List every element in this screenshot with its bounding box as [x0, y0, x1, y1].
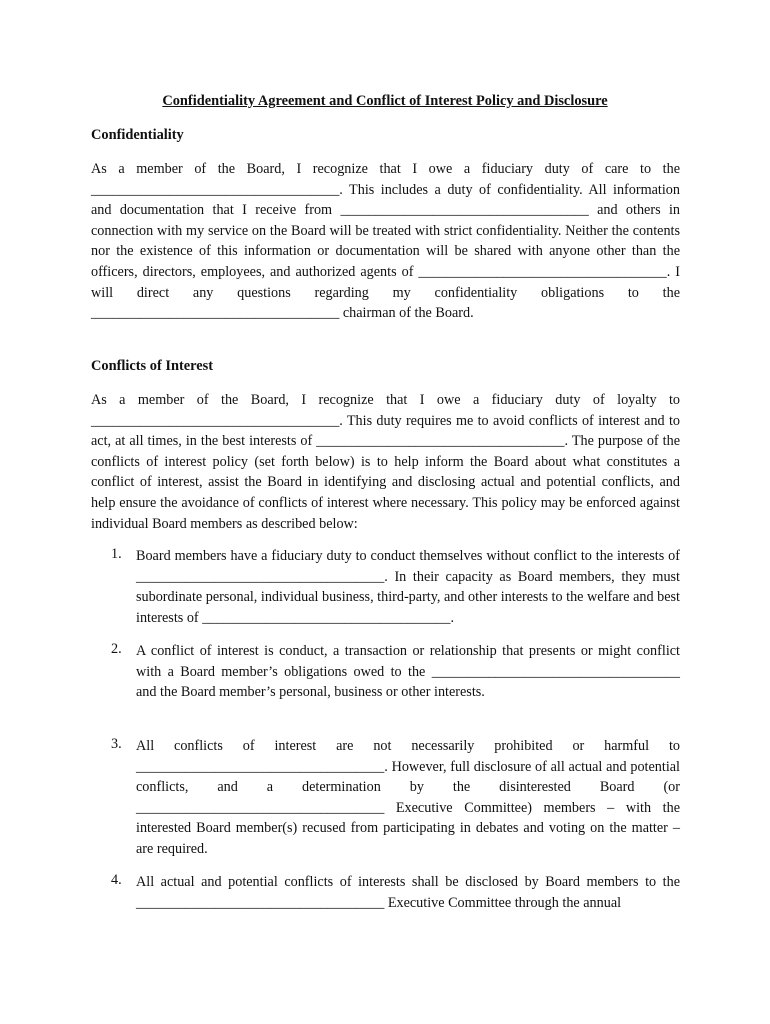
conflicts-heading: Conflicts of Interest [91, 358, 214, 374]
list-item-number: 1. [111, 546, 122, 562]
list-item [91, 736, 680, 860]
list-item-text: All actual and potential conflicts of interests shall be disclosed by Board members to the ___________________________________ Executive Committee through the annual [136, 874, 680, 911]
list-item-text: Board members have a fiduciary duty to conduct themselves without conflict to the interests of ___________________________________. In their capacity as Board members, they must subordinate personal, individual business, third-party, and other interests to the welfare and best interests of ___________________________________. [136, 548, 680, 626]
list-item-number: 4. [111, 872, 122, 888]
document-title: Confidentiality Agreement and Conflict of Interest Policy and Disclosure [162, 93, 608, 109]
conflicts-paragraph: As a member of the Board, I recognize that I owe a fiduciary duty of loyalty to ___________________________________. This duty requires me to avoid conflicts of interest and to act, at all times, in the best interests of ___________________________________. The purpose of the conflicts of interest policy (set forth below) is to help inform the Board about what constitutes a conflict of interest, assist the Board in identifying and disclosing actual and potential conflicts, and help ensure the avoidance of conflicts of interest where necessary. This policy may be enforced against individual Board members as described below: [91, 392, 680, 532]
list-item-text: All conflicts of interest are not necessarily prohibited or harmful to ___________________________________. However, full disclosure of all actual and potential conflicts, and a determination by the disinterested Board (or ___________________________________ Executive Committee) members – with the interested Board member(s) recused from participating in debates and voting on the matter – are required. [136, 738, 680, 857]
list-item [91, 641, 680, 703]
confidentiality-heading: Confidentiality [91, 127, 184, 143]
list-item [91, 546, 680, 628]
confidentiality-paragraph: As a member of the Board, I recognize that I owe a fiduciary duty of care to the ___________________________________. This includes a duty of confidentiality. All information and documentation that I receive from ___________________________________ and others in connection with my service on the Board will be treated with strict confidentiality. Neither the contents nor the existence of this information or documentation will be shared with anyone other than the officers, directors, employees, and authorized agents of ___________________________________. I will direct any questions regarding my confidentiality obligations to the ___________________________________ chairman of the Board. [91, 161, 680, 322]
list-item-number: 2. [111, 641, 122, 657]
list-item-text: A conflict of interest is conduct, a transaction or relationship that presents or might conflict with a Board member’s obligations owed to the ___________________________________ and the Board member’s personal, business or other interests. [136, 643, 680, 701]
list-item-number: 3. [111, 736, 122, 752]
list-item [91, 872, 680, 913]
